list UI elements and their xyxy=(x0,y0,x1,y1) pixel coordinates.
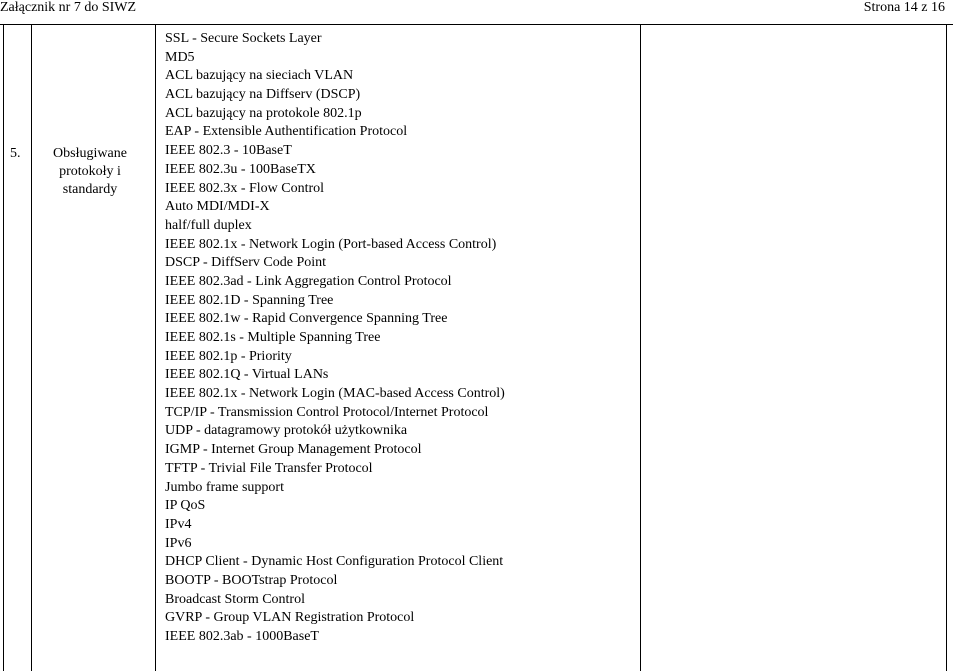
protocol-list xyxy=(165,30,505,647)
protocol-item: Jumbo frame support xyxy=(165,479,284,495)
protocol-item: IEEE 802.1Q - Virtual LANs xyxy=(165,367,329,383)
table-top-border xyxy=(0,24,953,25)
table-right-border xyxy=(946,24,947,671)
protocol-item: IEEE 802.1D - Spanning Tree xyxy=(165,292,334,308)
column-divider-value xyxy=(640,24,641,671)
protocol-item: DHCP Client - Dynamic Host Configuration Protocol Client xyxy=(165,554,504,570)
protocol-item: Broadcast Storm Control xyxy=(165,591,305,607)
document-attachment-title: Załącznik nr 7 do SIWZ xyxy=(0,0,137,15)
protocol-item: SSL - Secure Sockets Layer xyxy=(165,31,322,46)
protocol-item: Auto MDI/MDI-X xyxy=(165,199,270,215)
protocol-item: ACL bazujący na protokole 802.1p xyxy=(165,105,362,121)
protocol-item: IEEE 802.1x - Network Login (MAC-based Access Control) xyxy=(165,386,505,402)
protocol-item: BOOTP - BOOTstrap Protocol xyxy=(165,572,338,588)
protocol-item: DSCP - DiffServ Code Point xyxy=(165,255,327,271)
protocol-item: IEEE 802.1x - Network Login (Port-based Access Control) xyxy=(165,236,497,252)
protocol-item: TFTP - Trivial File Transfer Protocol xyxy=(165,460,373,476)
protocol-item: ACL bazujący na sieciach VLAN xyxy=(165,68,354,84)
protocol-item: IEEE 802.3u - 100BaseTX xyxy=(165,161,316,177)
protocol-item: IEEE 802.3 - 10BaseT xyxy=(165,143,292,159)
protocol-item: IGMP - Internet Group Management Protocol xyxy=(165,442,422,458)
protocol-item: GVRP - Group VLAN Registration Protocol xyxy=(165,610,415,626)
page-number: Strona 14 z 16 xyxy=(863,0,945,15)
column-divider-number xyxy=(31,24,32,671)
protocol-item: TCP/IP - Transmission Control Protocol/Internet Protocol xyxy=(165,404,489,420)
protocol-item: EAP - Extensible Authentification Protocol xyxy=(165,124,408,140)
protocol-item: IPv6 xyxy=(165,535,192,551)
column-divider-label xyxy=(155,24,156,671)
protocol-item: UDP - datagramowy protokół użytkownika xyxy=(165,423,408,439)
row-label: Obsługiwane protokoły i standardy xyxy=(53,146,127,197)
protocol-item: IEEE 802.1p - Priority xyxy=(165,348,292,364)
protocol-item: IPv4 xyxy=(165,516,192,532)
table-left-border xyxy=(3,24,4,671)
protocol-item: IEEE 802.3x - Flow Control xyxy=(165,180,325,196)
protocol-item: MD5 xyxy=(165,49,195,65)
protocol-item: IEEE 802.1w - Rapid Convergence Spanning Tree xyxy=(165,311,448,327)
protocol-item: IP QoS xyxy=(165,498,206,514)
protocol-item: IEEE 802.3ad - Link Aggregation Control Protocol xyxy=(165,273,452,289)
protocol-item: IEEE 802.1s - Multiple Spanning Tree xyxy=(165,330,381,345)
protocol-item: ACL bazujący na Diffserv (DSCP) xyxy=(165,87,361,103)
row-number: 5. xyxy=(10,146,21,161)
protocol-item: half/full duplex xyxy=(165,217,252,233)
specification-table xyxy=(0,24,953,671)
protocol-item: IEEE 802.3ab - 1000BaseT xyxy=(165,629,319,644)
